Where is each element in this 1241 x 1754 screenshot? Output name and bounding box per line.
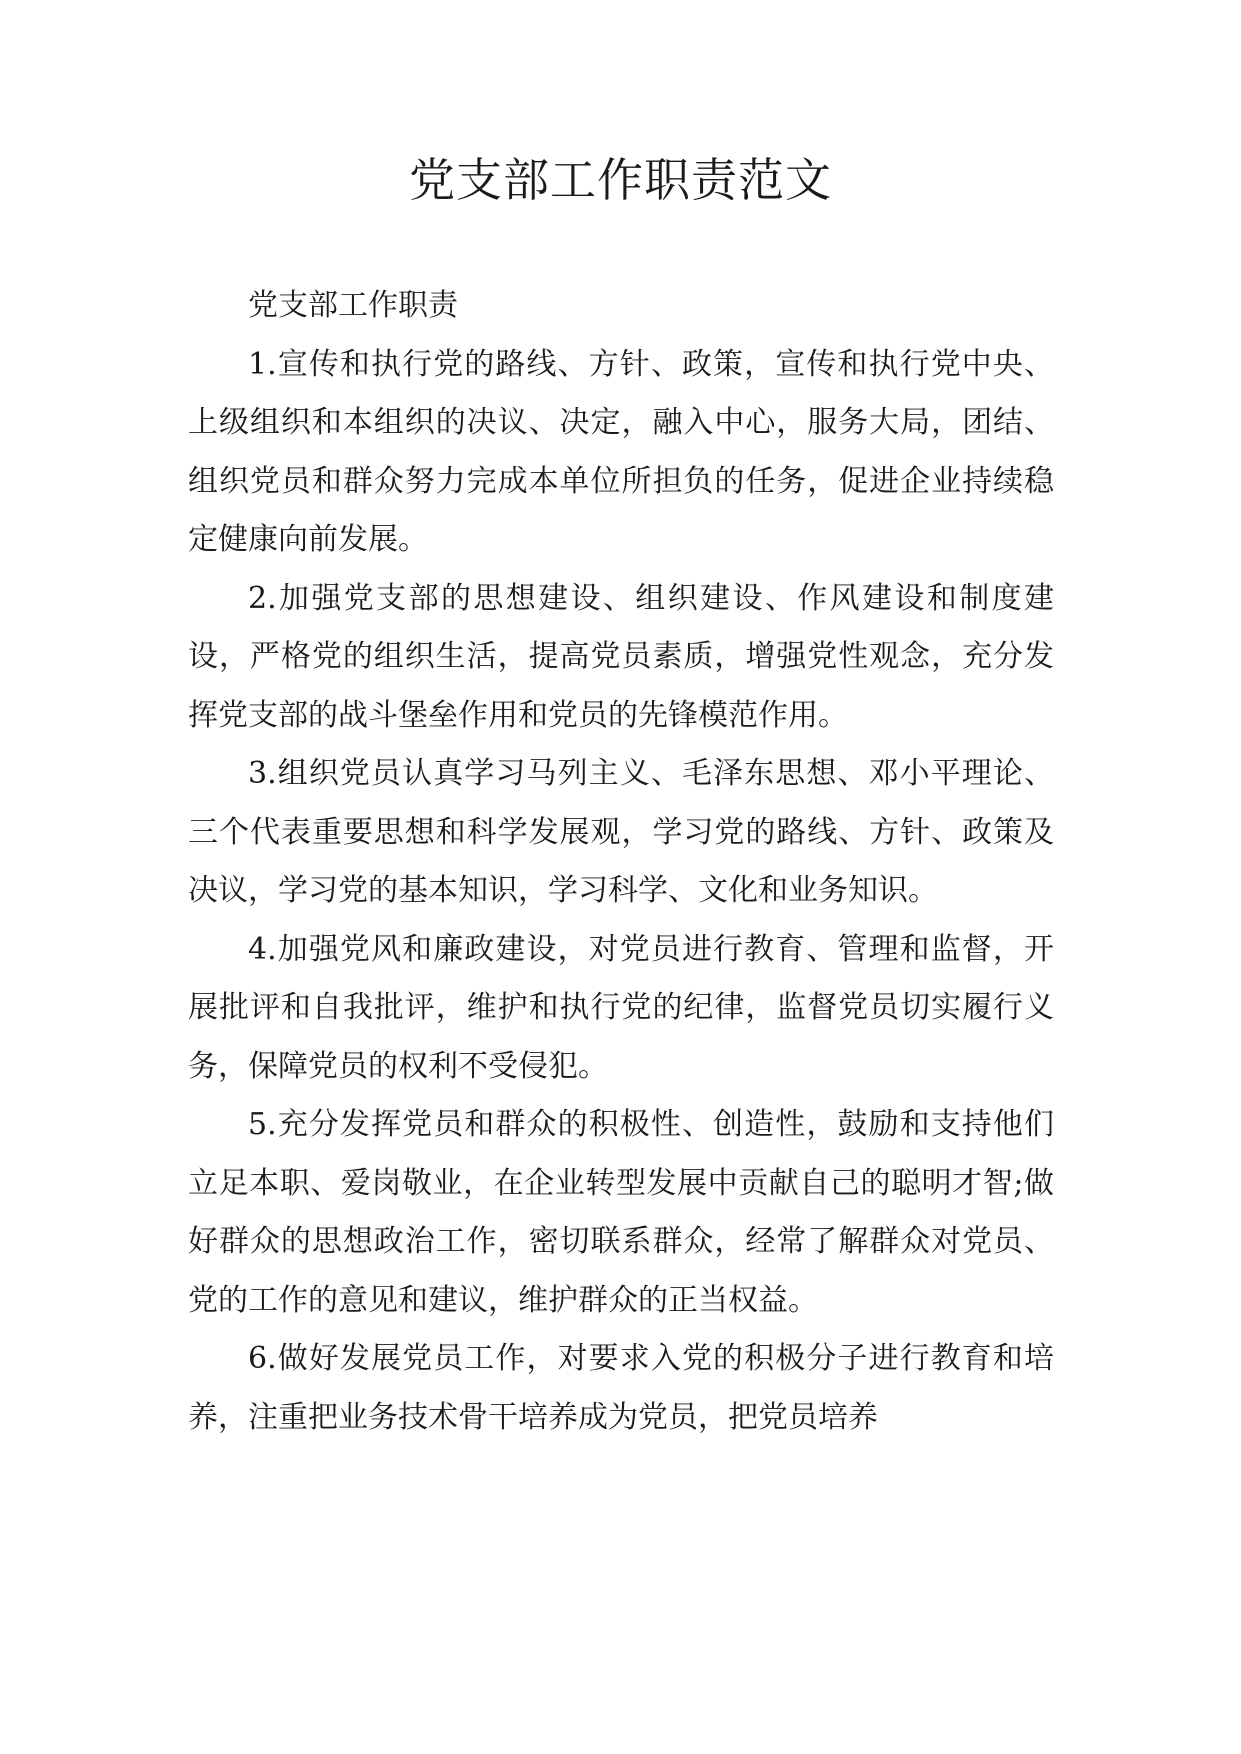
document-title: 党支部工作职责范文 — [409, 153, 832, 207]
section-heading: 党支部工作职责 — [248, 288, 458, 323]
paragraph-1: 1.宣传和执行党的路线、方针、政策，宣传和执行党中央、上级组织和本组织的决议、决定，融入中心，服务大局，团结、组织党员和群众努力完成本单位所担负的任务，促进企业持续稳定健康向前发展。 — [188, 346, 1054, 557]
paragraph-3: 3.组织党员认真学习马列主义、毛泽东思想、邓小平理论、三个代表重要思想和科学发展观，学习党的路线、方针、政策及决议，学习党的基本知识，学习科学、文化和业务知识。 — [188, 756, 1054, 908]
paragraph-6: 6.做好发展党员工作，对要求入党的积极分子进行教育和培养，注重把业务技术骨干培养成为党员，把党员培养 — [188, 1341, 1054, 1435]
paragraph-2: 2.加强党支部的思想建设、组织建设、作风建设和制度建设，严格党的组织生活，提高党员素质，增强党性观念，充分发挥党支部的战斗堡垒作用和党员的先锋模范作用。 — [188, 580, 1054, 733]
document-body — [188, 277, 1054, 1447]
paragraph-4: 4.加强党风和廉政建设，对党员进行教育、管理和监督，开展批评和自我批评，维护和执行党的纪律，监督党员切实履行义务，保障党员的权利不受侵犯。 — [188, 931, 1054, 1084]
paragraph-5: 5.充分发挥党员和群众的积极性、创造性，鼓励和支持他们立足本职、爱岗敬业，在企业转型发展中贡献自己的聪明才智;做好群众的思想政治工作，密切联系群众，经常了解群众对党员、党的工作的意见和建议，维护群众的正当权益。 — [188, 1107, 1054, 1318]
